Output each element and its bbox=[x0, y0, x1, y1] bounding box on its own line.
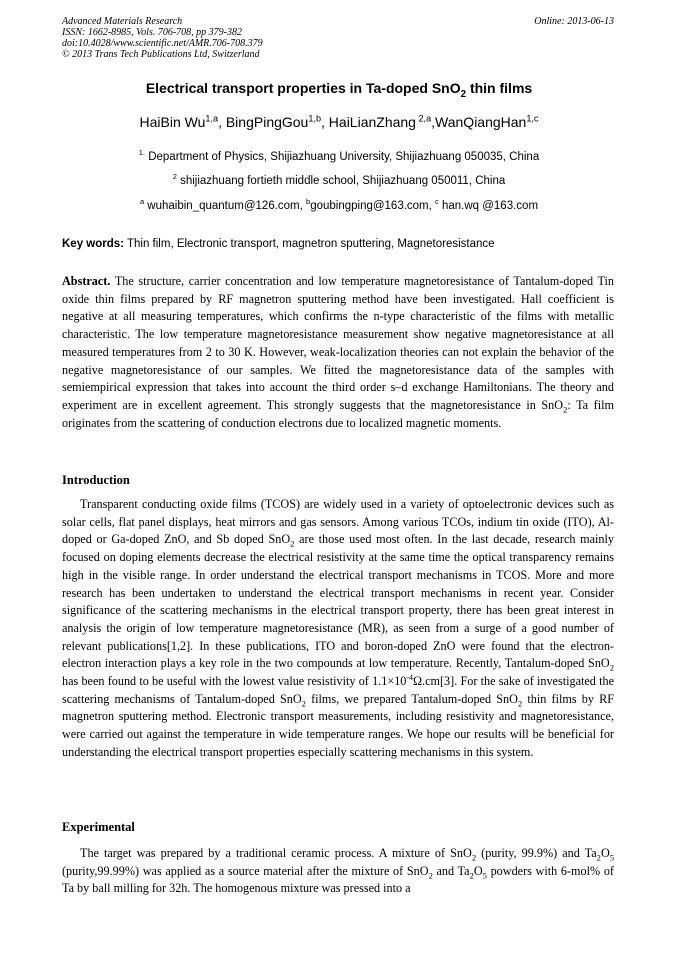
body-text: thin films by RF magnetron sputtering method. Electronic transport measurements, including resistivity and magnetoresistance, were carried out against the temperature in wide temperature ranges. We hope our results will be beneficial for understanding the electrical transport properties especially scattering mechanisms in this system. bbox=[62, 691, 615, 759]
author: HaiLianZhang bbox=[328, 114, 416, 130]
email-line bbox=[0, 197, 678, 212]
title-text-end: thin films bbox=[466, 80, 533, 96]
email-mark: c bbox=[435, 197, 439, 207]
introduction-paragraph bbox=[62, 496, 614, 762]
journal-header bbox=[62, 16, 263, 60]
author-affil-mark: 2,a bbox=[415, 113, 432, 124]
body-text: Ω.cm[3]. For the sake of investigated the scattering mechanisms of Tantalum-doped SnO bbox=[62, 674, 614, 706]
author-sep: , bbox=[321, 114, 329, 130]
issn-line: ISSN: 1662-8985, Vols. 706-708, pp 379-382 bbox=[62, 27, 242, 38]
section-heading-experimental: Experimental bbox=[62, 820, 135, 834]
subscript: 5 bbox=[609, 852, 615, 863]
subscript: 2 bbox=[469, 870, 474, 881]
body-text: films, we prepared Tantalum-doped SnO bbox=[305, 691, 518, 706]
email-mark: b bbox=[306, 197, 311, 207]
author-sep: , bbox=[431, 114, 436, 130]
email-mark: a bbox=[139, 197, 145, 207]
author: WanQiangHan bbox=[435, 114, 527, 130]
experimental-paragraph bbox=[62, 845, 614, 898]
keywords-label: Key words: bbox=[62, 238, 124, 250]
abstract-text: The structure, carrier concentration and low temperature magnetoresistance of Tantalum-doped Tin oxide thin films prepared by RF magnetron sputtering method have been investigated. Hall coefficient is negative at all measuring temperatures, which confirms the n-type characteristic of the films with metallic characteristic. The low temperature magnetoresistance measurement show negative magnetoresistance at all measured temperatures from 2 to 30 K. However, weak-localization theories can not explain the behavior of the negative magnetoresistance of our samples. We fitted the magnetoresistance data of the samples with semiempirical expression that takes into account the third order s–d exchange Hamiltonians. The theory and experiment are in excellent agreement. This strongly suggests that the magnetoresistance in SnO bbox=[62, 274, 614, 412]
author-affil-mark: 1,b bbox=[308, 113, 322, 124]
online-date: Online: 2013-06-13 bbox=[534, 16, 614, 27]
body-text: has been found to be useful with the lowest value resistivity of 1.1×10 bbox=[62, 674, 407, 689]
subscript: 2 bbox=[609, 662, 614, 673]
keywords bbox=[62, 238, 622, 250]
abstract-label: Abstract. bbox=[62, 274, 111, 288]
affil-mark: 2 bbox=[172, 172, 177, 182]
body-text: (purity, 99.9%) and Ta bbox=[476, 846, 597, 860]
body-text: (purity,99.99%) was applied as a source material after the mixture of SnO bbox=[62, 863, 429, 878]
body-text: O bbox=[473, 863, 483, 878]
subscript: 2 bbox=[290, 538, 295, 549]
author-list bbox=[0, 114, 678, 130]
author-sep: , bbox=[218, 114, 226, 130]
title-subscript: 2 bbox=[460, 88, 467, 100]
subscript: 2 bbox=[471, 852, 477, 863]
body-text: powders with 6-mol% of Ta by ball milling for 32h. The homogenous mixture was pressed into a bbox=[62, 863, 614, 896]
email-address: han.wq @163.com bbox=[438, 200, 539, 212]
body-text: Transparent conducting oxide films (TCOS) are widely used in a variety of optoelectronic devices such as solar cells, flat panel displays, heat mirrors and gas sensors. Among various TCOs, indium tin oxide (ITO), Al-doped or Ga-doped ZnO, and Sb doped SnO bbox=[62, 497, 614, 547]
affil-text: shijiazhuang fortieth middle school, Shijiazhuang 050011, China bbox=[176, 175, 506, 187]
body-text: The target was prepared by a traditional ceramic process. A mixture of SnO bbox=[80, 846, 472, 860]
email-address: goubingping@163.com, bbox=[310, 200, 436, 212]
affil-text: Department of Physics, Shijiazhuang University, Shijiazhuang 050035, China bbox=[145, 151, 540, 163]
doi-line: doi:10.4028/www.scientific.net/AMR.706-708.379 bbox=[62, 38, 263, 49]
affiliation-1 bbox=[0, 148, 678, 163]
keywords-text: Thin film, Electronic transport, magnetron sputtering, Magnetoresistance bbox=[124, 238, 495, 250]
subscript: 2 bbox=[301, 698, 306, 709]
subscript: 5 bbox=[482, 870, 487, 881]
title-text: Electrical transport properties in Ta-doped SnO bbox=[145, 80, 461, 96]
abstract-text: : Ta film originates from the scattering of conduction electrons due to localized magnetic moments. bbox=[62, 397, 614, 430]
subscript: 2 bbox=[563, 404, 568, 415]
paper-title bbox=[0, 80, 678, 100]
body-text: are those used most often. In the last decade, research mainly focused on doping elements decrease the electrical resistivity at the same time the optical transparency remains high in the visible range. In order understand the electrical transport mechanisms in TCOS. More and more research has been undertaken to understand the electrical transport mechanisms in recent year. Consider significance of the scattering mechanisms in the electrical transport property, there has been great interest in analysis the origin of low temperature magnetoresistance (MR), as seen from a surge of a good number of relevant publications[1,2]. In these publications, ITO and boron-doped ZnO were found that the electron-electron interaction plays a key role in the two compounds at low temperature. Recently, Tantalum-doped SnO bbox=[62, 532, 614, 671]
email-address: wuhaibin_quantum@126.com, bbox=[144, 200, 307, 212]
abstract bbox=[62, 273, 614, 432]
author: HaiBin Wu bbox=[139, 114, 206, 130]
author: BingPingGou bbox=[225, 114, 309, 130]
affiliation-2 bbox=[0, 172, 678, 187]
body-text: O bbox=[600, 846, 610, 860]
journal-name: Advanced Materials Research bbox=[62, 16, 183, 27]
copyright-line: © 2013 Trans Tech Publications Ltd, Switzerland bbox=[62, 49, 260, 60]
subscript: 2 bbox=[596, 852, 601, 863]
author-affil-mark: 1,c bbox=[526, 113, 539, 124]
superscript: -4 bbox=[406, 672, 413, 682]
subscript: 2 bbox=[428, 870, 433, 881]
subscript: 2 bbox=[517, 698, 523, 709]
body-text: and Ta bbox=[432, 863, 470, 878]
author-affil-mark: 1,a bbox=[205, 113, 219, 124]
affil-mark: 1. bbox=[138, 148, 146, 158]
section-heading-introduction: Introduction bbox=[62, 473, 130, 487]
